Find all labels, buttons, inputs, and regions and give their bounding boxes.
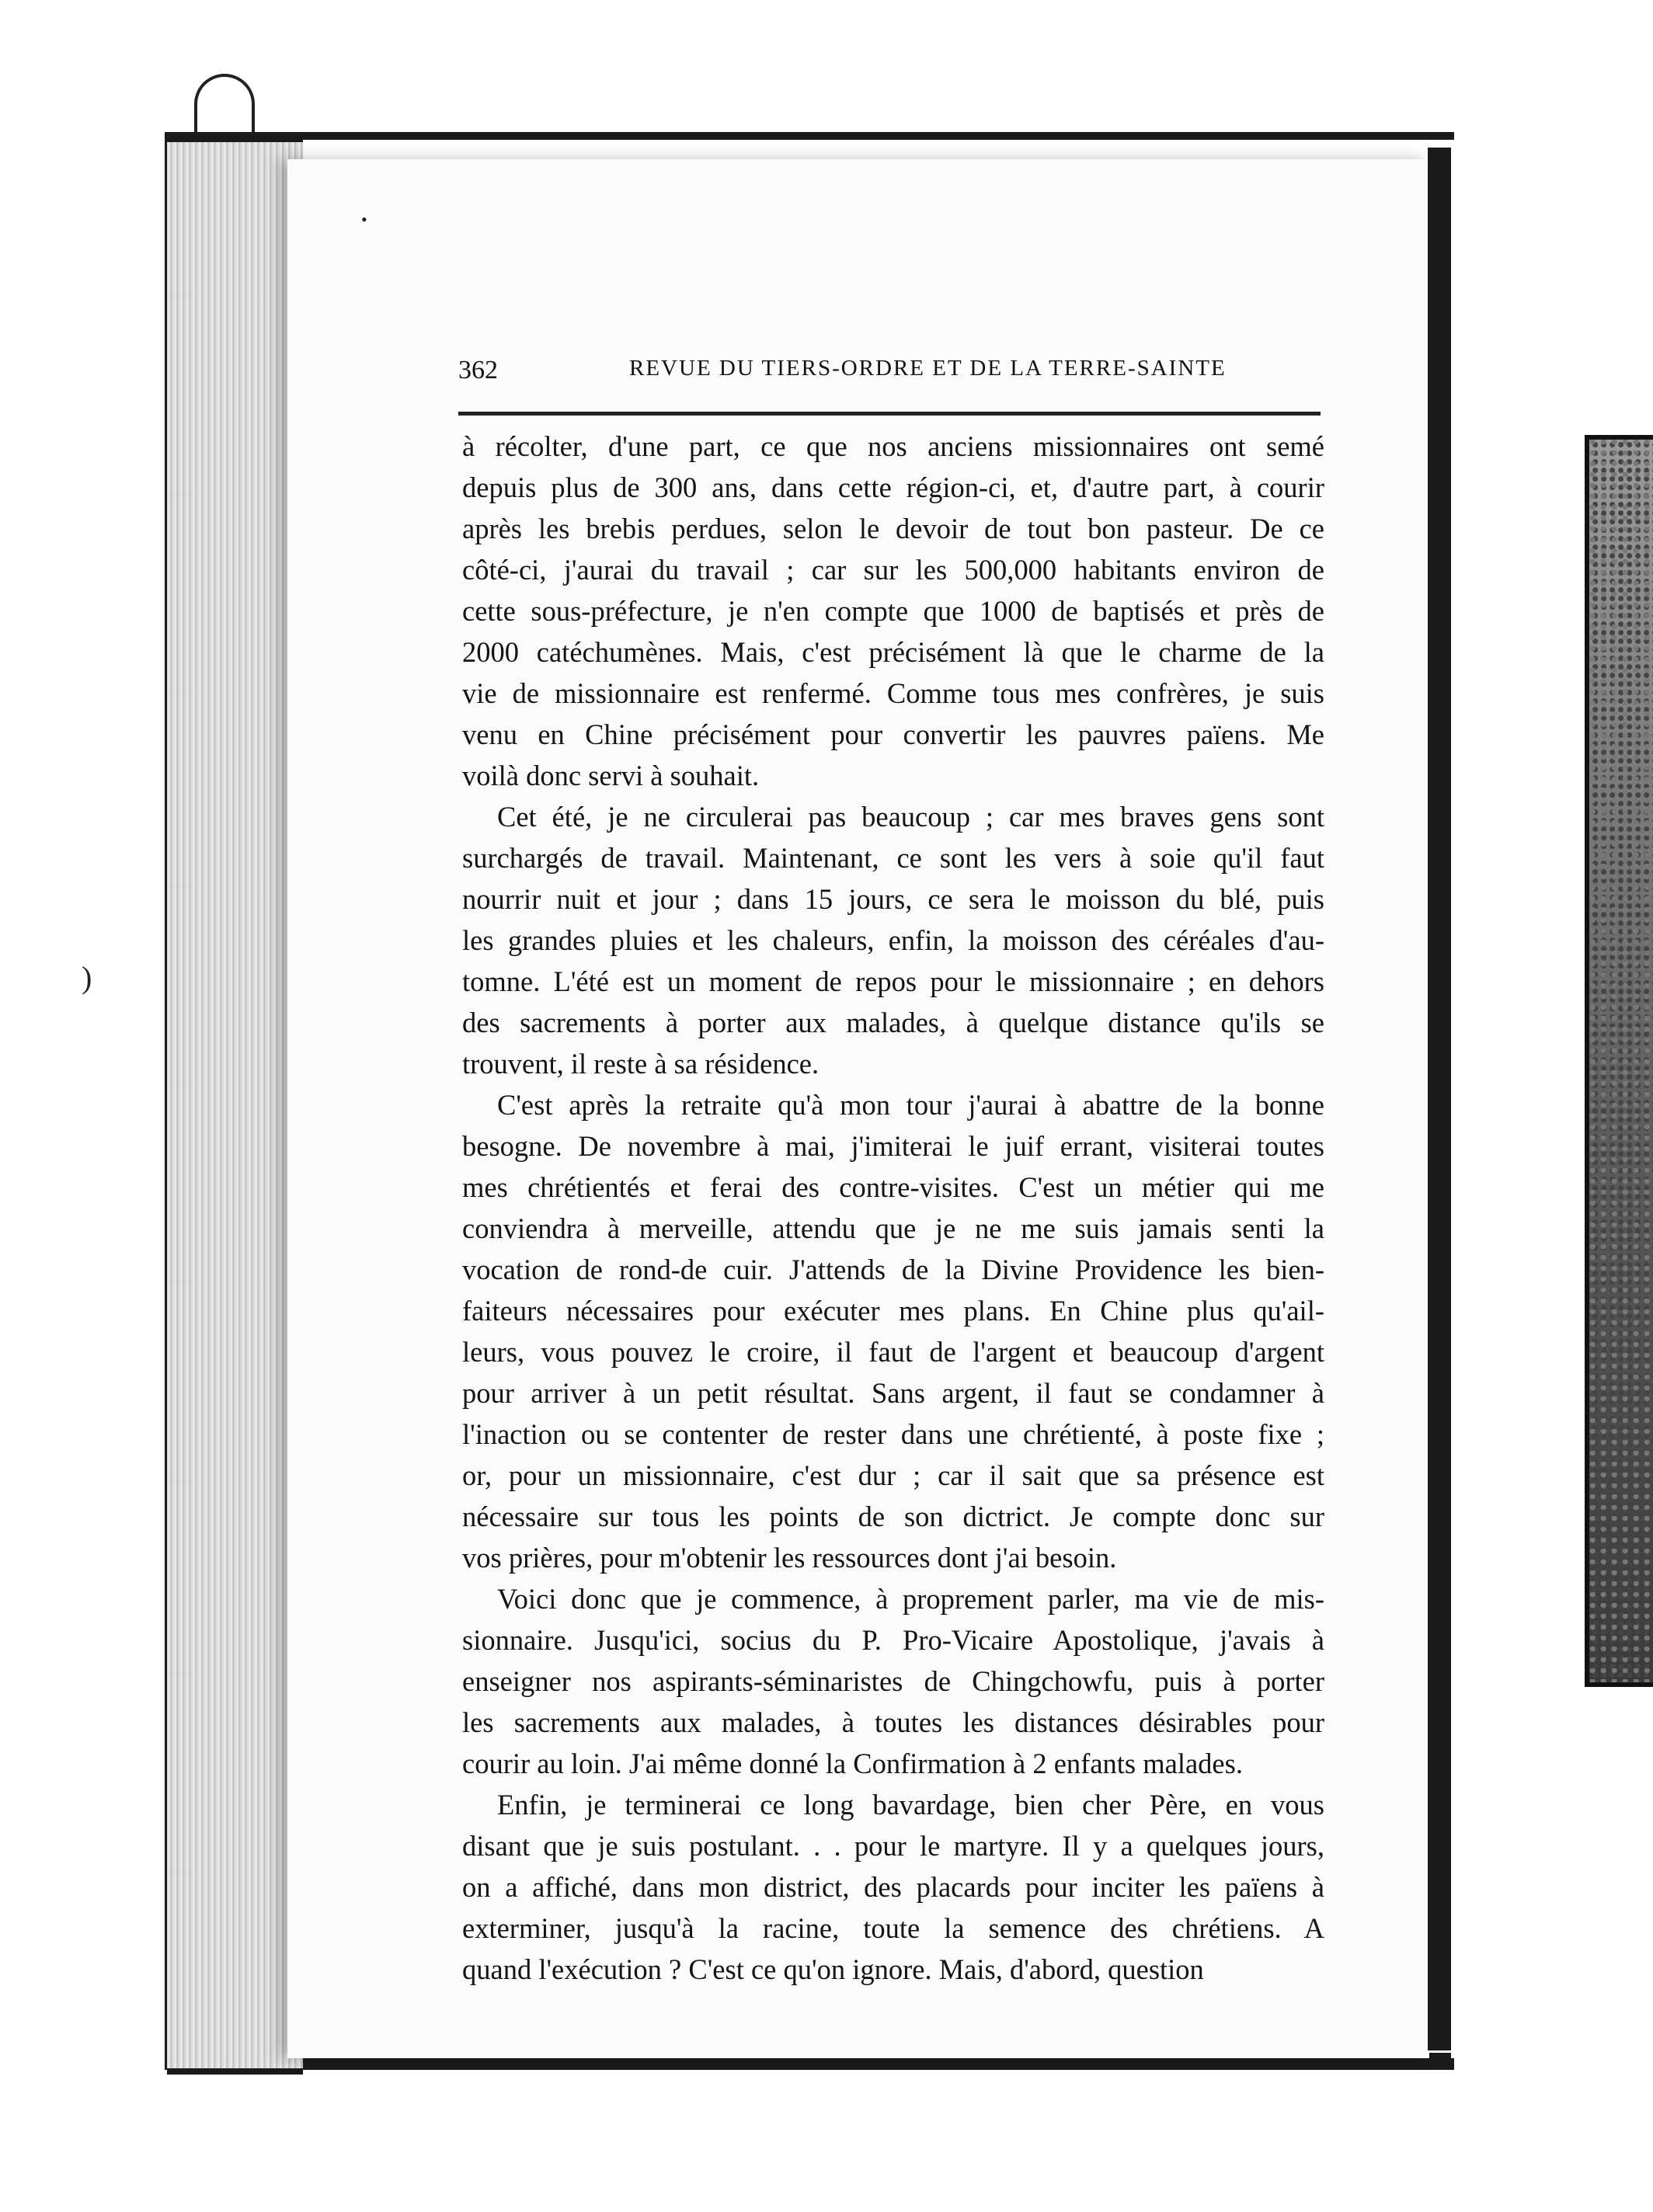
text-line: les sacrements aux malades, à toutes les distances désirables pour bbox=[462, 1706, 1324, 1738]
text-line: besogne. De novembre à mai, j'imiterai le juif errant, visiterai toutes bbox=[462, 1130, 1324, 1162]
text-line: on a affiché, dans mon district, des placards pour inciter les païens à bbox=[462, 1871, 1324, 1903]
text-line: des sacrements à porter aux malades, à quelque distance qu'ils se bbox=[462, 1007, 1324, 1038]
text-line: pour arriver à un petit résultat. Sans argent, il faut se condamner à bbox=[462, 1377, 1324, 1409]
text-line: enseigner nos aspirants-séminaristes de Chingchowfu, puis à porter bbox=[462, 1665, 1324, 1697]
text-line: vie de missionnaire est renfermé. Comme tous mes confrères, je suis bbox=[462, 677, 1324, 709]
text-line: Voici donc que je commence, à proprement parler, ma vie de mis- bbox=[497, 1583, 1324, 1615]
text-line: disant que je suis postulant. . . pour le martyre. Il y a quelques jours, bbox=[462, 1830, 1324, 1862]
text-line: les grandes pluies et les chaleurs, enfin, la moisson des céréales d'au- bbox=[462, 924, 1324, 956]
page-header bbox=[458, 350, 1321, 396]
text-line: depuis plus de 300 ans, dans cette région-ci, et, d'autre part, à courir bbox=[462, 471, 1324, 503]
text-line: vos prières, pour m'obtenir les ressources dont j'ai besoin. bbox=[462, 1542, 1117, 1574]
text-line: faiteurs nécessaires pour exécuter mes plans. En Chine plus qu'ail- bbox=[462, 1295, 1324, 1327]
text-line: quand l'exécution ? C'est ce qu'on ignore. Mais, d'abord, question bbox=[462, 1953, 1204, 1985]
text-line: or, pour un missionnaire, c'est dur ; car il sait que sa présence est bbox=[462, 1459, 1324, 1491]
scan-mark: ) bbox=[82, 960, 92, 995]
text-line: voilà donc servi à souhait. bbox=[462, 760, 760, 791]
text-line: conviendra à merveille, attendu que je ne me suis jamais senti la bbox=[462, 1212, 1324, 1244]
scan-background bbox=[0, 0, 175, 2212]
text-line: exterminer, jusqu'à la racine, toute la semence des chrétiens. A bbox=[462, 1912, 1324, 1944]
text-line: mes chrétientés et ferai des contre-visites. C'est un métier qui me bbox=[462, 1171, 1324, 1203]
text-line: surchargés de travail. Maintenant, ce sont les vers à soie qu'il faut bbox=[462, 842, 1324, 874]
text-line: cette sous-préfecture, je n'en compte que 1000 de baptisés et près de bbox=[462, 595, 1324, 627]
text-line: C'est après la retraite qu'à mon tour j'aurai à abattre de la bonne bbox=[497, 1089, 1324, 1121]
text-line: sionnaire. Jusqu'ici, socius du P. Pro-Vicaire Apostolique, j'avais à bbox=[462, 1624, 1324, 1656]
text-line: à récolter, d'une part, ce que nos anciens missionnaires ont semé bbox=[462, 430, 1324, 462]
text-line: courir au loin. J'ai même donné la Confirmation à 2 enfants malades. bbox=[462, 1748, 1243, 1779]
paragraph bbox=[462, 1578, 1324, 1784]
book-gutter bbox=[1428, 148, 1451, 2050]
text-line: venu en Chine précisément pour convertir les pauvres païens. Me bbox=[462, 718, 1324, 750]
page-edges bbox=[167, 136, 303, 2075]
text-line: Enfin, je terminerai ce long bavardage, bien cher Père, en vous bbox=[497, 1789, 1324, 1821]
text-line: leurs, vous pouvez le croire, il faut de l'argent et beaucoup d'argent bbox=[462, 1336, 1324, 1368]
text-line: Cet été, je ne circulerai pas beaucoup ; car mes braves gens sont bbox=[497, 801, 1324, 833]
paragraph bbox=[462, 426, 1324, 796]
text-line: nécessaire sur tous les points de son dictrict. Je compte donc sur bbox=[462, 1501, 1324, 1532]
paragraph bbox=[462, 796, 1324, 1084]
running-title: REVUE DU TIERS-ORDRE ET DE LA TERRE-SAINTE bbox=[629, 356, 1227, 381]
text-line: tomne. L'été est un moment de repos pour le missionnaire ; en dehors bbox=[462, 965, 1324, 997]
paragraph bbox=[462, 1084, 1324, 1578]
text-line: trouvent, il reste à sa résidence. bbox=[462, 1048, 820, 1080]
text-line: vocation de rond-de cuir. J'attends de la Divine Providence les bien- bbox=[462, 1254, 1324, 1285]
body-text bbox=[462, 426, 1324, 1990]
text-line: après les brebis perdues, selon le devoir de tout bon pasteur. De ce bbox=[462, 513, 1324, 544]
text-line: l'inaction ou se contenter de rester dans une chrétienté, à poste fixe ; bbox=[462, 1418, 1324, 1450]
scan-dot: • bbox=[361, 210, 367, 229]
paragraph bbox=[462, 1784, 1324, 1990]
text-line: 2000 catéchumènes. Mais, c'est précisément là que le charme de la bbox=[462, 636, 1324, 668]
text-line: côté-ci, j'aurai du travail ; car sur les 500,000 habitants environ de bbox=[462, 554, 1324, 586]
text-line: nourrir nuit et jour ; dans 15 jours, ce sera le moisson du blé, puis bbox=[462, 883, 1324, 915]
photo-plate-edge bbox=[1585, 435, 1653, 1687]
page-number: 362 bbox=[458, 356, 498, 384]
header-rule bbox=[458, 412, 1321, 416]
